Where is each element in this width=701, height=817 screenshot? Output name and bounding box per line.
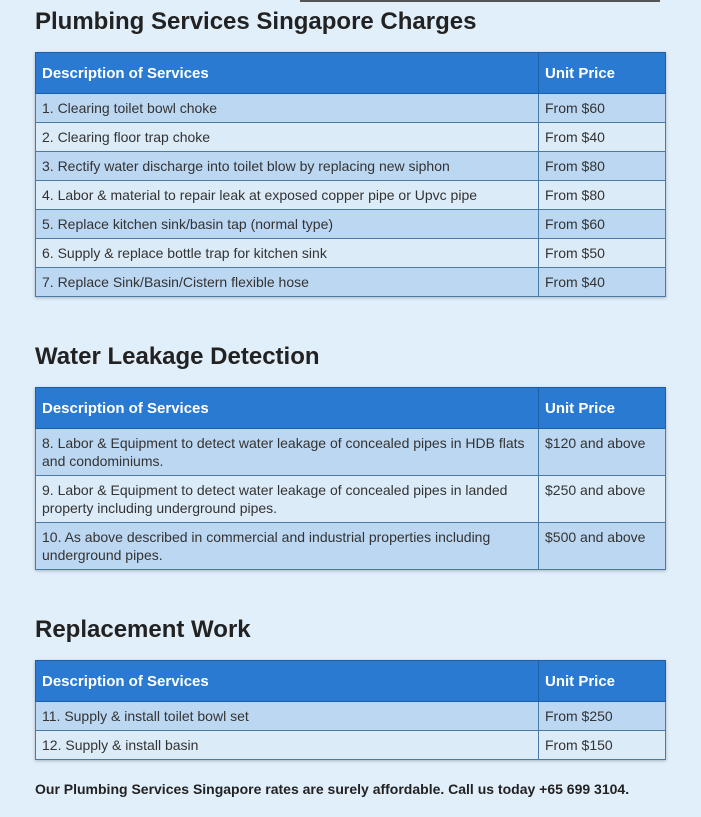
service-description: 11. Supply & install toilet bowl set	[36, 702, 539, 731]
table-header-row	[36, 53, 666, 94]
table-row	[36, 523, 666, 570]
service-price: From $250	[539, 702, 666, 731]
table-row	[36, 181, 666, 210]
table-row	[36, 476, 666, 523]
service-description: 10. As above described in commercial and industrial properties including underground pipes.	[36, 523, 539, 570]
section-title-replacement-work: Replacement Work	[35, 616, 251, 643]
service-description: 7. Replace Sink/Basin/Cistern flexible hose	[36, 268, 539, 297]
service-price: $120 and above	[539, 429, 666, 476]
service-description: 3. Rectify water discharge into toilet blow by replacing new siphon	[36, 152, 539, 181]
plumbing-charges-table	[35, 52, 666, 297]
header-description: Description of Services	[36, 53, 539, 94]
table-row	[36, 152, 666, 181]
service-description: 1. Clearing toilet bowl choke	[36, 94, 539, 123]
table-row	[36, 731, 666, 760]
table-row	[36, 239, 666, 268]
service-description: 5. Replace kitchen sink/basin tap (normal type)	[36, 210, 539, 239]
header-unit-price: Unit Price	[539, 53, 666, 94]
water-leakage-table	[35, 387, 666, 570]
service-price: From $60	[539, 210, 666, 239]
footer-call-to-action: Our Plumbing Services Singapore rates are surely affordable. Call us today +65 699 3104.	[35, 781, 630, 797]
header-description: Description of Services	[36, 388, 539, 429]
service-price: From $80	[539, 152, 666, 181]
service-description: 8. Labor & Equipment to detect water leakage of concealed pipes in HDB flats and condominiums.	[36, 429, 539, 476]
service-description: 6. Supply & replace bottle trap for kitchen sink	[36, 239, 539, 268]
service-price: From $60	[539, 94, 666, 123]
table-row	[36, 702, 666, 731]
section-title-water-leakage: Water Leakage Detection	[35, 343, 320, 370]
table-header-row	[36, 661, 666, 702]
service-price: From $80	[539, 181, 666, 210]
table-header-row	[36, 388, 666, 429]
service-price: From $40	[539, 268, 666, 297]
service-price: From $40	[539, 123, 666, 152]
service-description: 12. Supply & install basin	[36, 731, 539, 760]
replacement-work-table	[35, 660, 666, 760]
table-row	[36, 94, 666, 123]
header-unit-price: Unit Price	[539, 661, 666, 702]
table-row	[36, 210, 666, 239]
service-description: 9. Labor & Equipment to detect water leakage of concealed pipes in landed property including underground pipes.	[36, 476, 539, 523]
table-row	[36, 429, 666, 476]
service-price: $250 and above	[539, 476, 666, 523]
service-price: $500 and above	[539, 523, 666, 570]
header-description: Description of Services	[36, 661, 539, 702]
table-row	[36, 123, 666, 152]
service-price: From $150	[539, 731, 666, 760]
service-description: 4. Labor & material to repair leak at exposed copper pipe or Upvc pipe	[36, 181, 539, 210]
section-title-plumbing-charges: Plumbing Services Singapore Charges	[35, 8, 477, 35]
service-description: 2. Clearing floor trap choke	[36, 123, 539, 152]
top-image-edge	[300, 0, 660, 2]
service-price: From $50	[539, 239, 666, 268]
table-row	[36, 268, 666, 297]
header-unit-price: Unit Price	[539, 388, 666, 429]
